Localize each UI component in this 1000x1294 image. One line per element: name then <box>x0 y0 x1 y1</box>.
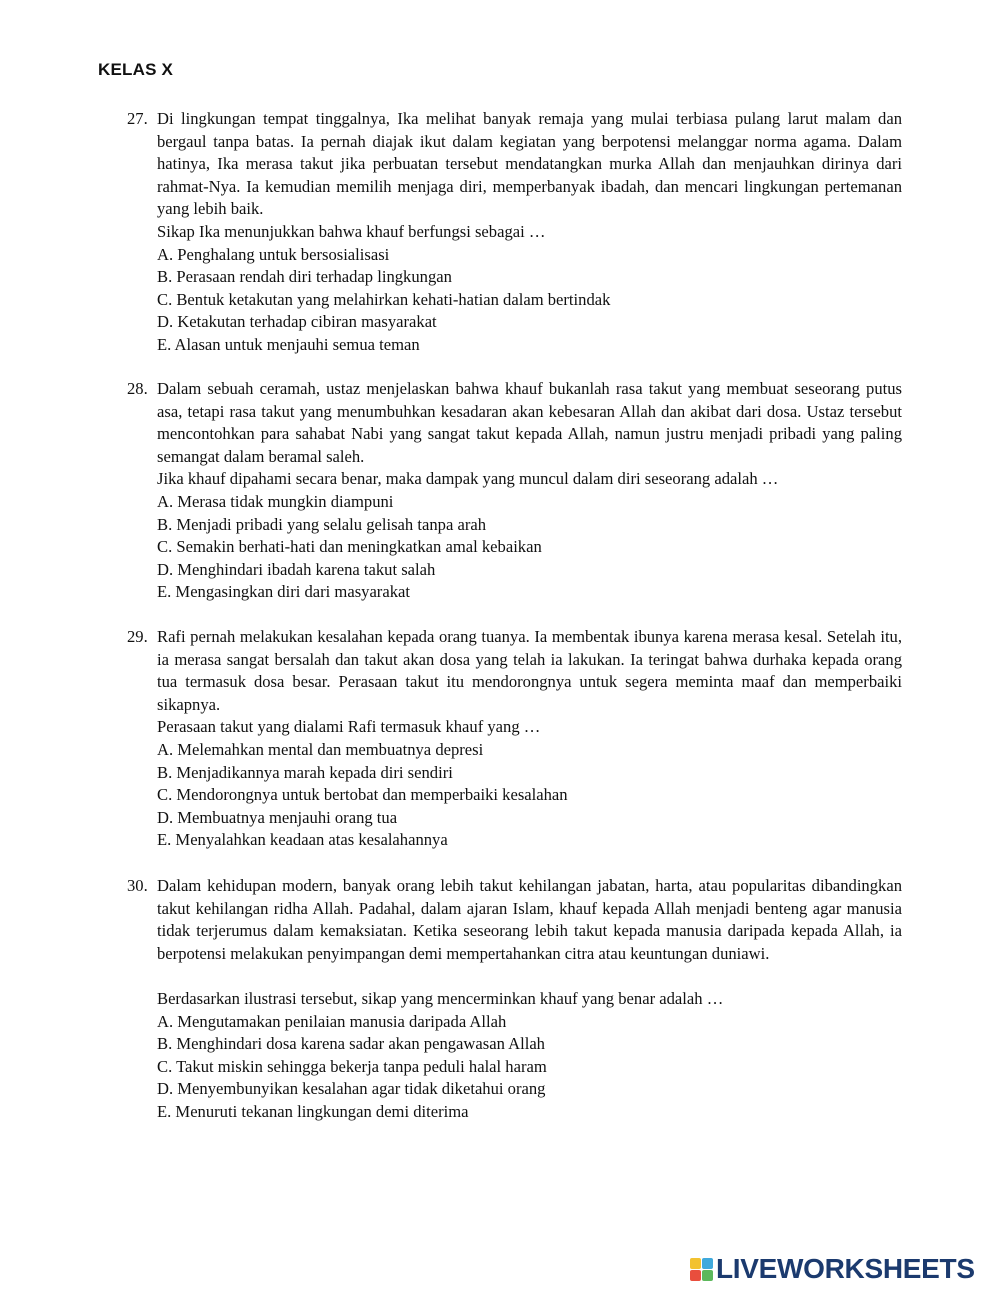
question-prompt: Jika khauf dipahami secara benar, maka dampak yang muncul dalam diri seseorang adalah … <box>157 469 779 489</box>
question-28 <box>127 378 902 604</box>
answer-option-d[interactable]: D. Ketakutan terhadap cibiran masyarakat <box>157 312 437 332</box>
answer-option-c[interactable]: C. Semakin berhati-hati dan meningkatkan amal kebaikan <box>157 537 542 557</box>
page-title: KELAS X <box>98 60 174 79</box>
question-number: 30. <box>127 876 148 895</box>
answer-option-d[interactable]: D. Membuatnya menjauhi orang tua <box>157 807 398 827</box>
answer-option-e[interactable]: E. Mengasingkan diri dari masyarakat <box>157 582 410 602</box>
answer-option-e[interactable]: E. Alasan untuk menjauhi semua teman <box>157 334 420 354</box>
watermark-text: LIVEWORKSHEETS <box>716 1253 975 1284</box>
question-prompt: Sikap Ika menunjukkan bahwa khauf berfungsi sebagai … <box>157 221 546 241</box>
logo-square-icon <box>690 1258 701 1269</box>
answer-option-a[interactable]: A. Merasa tidak mungkin diampuni <box>157 491 394 511</box>
answer-option-b[interactable]: B. Menghindari dosa karena sadar akan pengawasan Allah <box>157 1034 545 1054</box>
question-27 <box>127 108 902 357</box>
question-number: 29. <box>127 627 148 646</box>
question-30 <box>127 875 902 1124</box>
answer-option-c[interactable]: C. Bentuk ketakutan yang melahirkan kehati-hatian dalam bertindak <box>157 289 611 309</box>
question-text: Dalam kehidupan modern, banyak orang lebih takut kehilangan jabatan, harta, atau popularitas dibandingkan takut kehilangan ridha Allah. Padahal, dalam ajaran Islam, khauf kepada Allah menjadi benteng agar manusia tidak terjerumus dalam kemaksiatan. Ketika seseorang lebih takut kepada manusia daripada kepada Allah, ia berpotensi melakukan penyimpangan demi mempertahankan citra atau keuntungan duniawi. <box>157 876 902 963</box>
answer-option-b[interactable]: B. Menjadikannya marah kepada diri sendiri <box>157 762 453 782</box>
answer-options <box>157 739 902 852</box>
answer-options <box>157 491 902 604</box>
question-number: 28. <box>127 379 148 398</box>
answer-option-c[interactable]: C. Mendorongnya untuk bertobat dan memperbaiki kesalahan <box>157 785 568 805</box>
question-number: 27. <box>127 109 148 128</box>
question-text: Dalam sebuah ceramah, ustaz menjelaskan bahwa khauf bukanlah rasa takut yang membuat seseorang putus asa, tetapi rasa takut yang menumbuhkan kesadaran akan kebesaran Allah dan akibat dari dosa. Ustaz tersebut mencontohkan para sahabat Nabi yang sangat takut kepada Allah, namun justru menjadi pribadi yang paling semangat dalam beramal saleh. <box>157 379 902 466</box>
answer-options <box>157 1011 902 1124</box>
question-29 <box>127 626 902 852</box>
question-prompt: Perasaan takut yang dialami Rafi termasuk khauf yang … <box>157 717 541 737</box>
answer-options <box>157 244 902 357</box>
question-text: Rafi pernah melakukan kesalahan kepada orang tuanya. Ia membentak ibunya karena merasa kesal. Setelah itu, ia merasa sangat bersalah dan takut akan dosa yang telah ia lakukan. Ia teringat bahwa durhaka kepada orang tua termasuk dosa besar. Perasaan takut itu mendorongnya untuk segera meminta maaf dan memperbaiki sikapnya. <box>157 627 902 714</box>
answer-option-a[interactable]: A. Penghalang untuk bersosialisasi <box>157 244 390 264</box>
logo-square-icon <box>702 1270 713 1281</box>
answer-option-b[interactable]: B. Perasaan rendah diri terhadap lingkungan <box>157 267 452 287</box>
answer-option-b[interactable]: B. Menjadi pribadi yang selalu gelisah tanpa arah <box>157 514 487 534</box>
answer-option-e[interactable]: E. Menyalahkan keadaan atas kesalahannya <box>157 830 448 850</box>
logo-square-icon <box>690 1270 701 1281</box>
logo-square-icon <box>702 1258 713 1269</box>
answer-option-e[interactable]: E. Menuruti tekanan lingkungan demi diterima <box>157 1101 469 1121</box>
question-text: Di lingkungan tempat tinggalnya, Ika melihat banyak remaja yang mulai terbiasa pulang larut malam dan bergaul tanpa batas. Ia pernah diajak ikut dalam kegiatan yang berpotensi melanggar norma agama. Dalam hatinya, Ika merasa takut jika perbuatan tersebut mendatangkan murka Allah dan menjauhkan dirinya dari rahmat-Nya. Ia kemudian memilih menjaga diri, memperbanyak ibadah, dan mencari lingkungan pertemanan yang lebih baik. <box>157 109 902 219</box>
answer-option-d[interactable]: D. Menghindari ibadah karena takut salah <box>157 559 436 579</box>
answer-option-c[interactable]: C. Takut miskin sehingga bekerja tanpa peduli halal haram <box>157 1056 547 1076</box>
liveworksheets-watermark <box>690 1254 975 1284</box>
answer-option-a[interactable]: A. Melemahkan mental dan membuatnya depresi <box>157 739 484 759</box>
liveworksheets-logo-icon <box>690 1258 713 1281</box>
answer-option-d[interactable]: D. Menyembunyikan kesalahan agar tidak diketahui orang <box>157 1079 546 1099</box>
answer-option-a[interactable]: A. Mengutamakan penilaian manusia daripada Allah <box>157 1011 507 1031</box>
question-prompt: Berdasarkan ilustrasi tersebut, sikap yang mencerminkan khauf yang benar adalah … <box>157 988 724 1008</box>
